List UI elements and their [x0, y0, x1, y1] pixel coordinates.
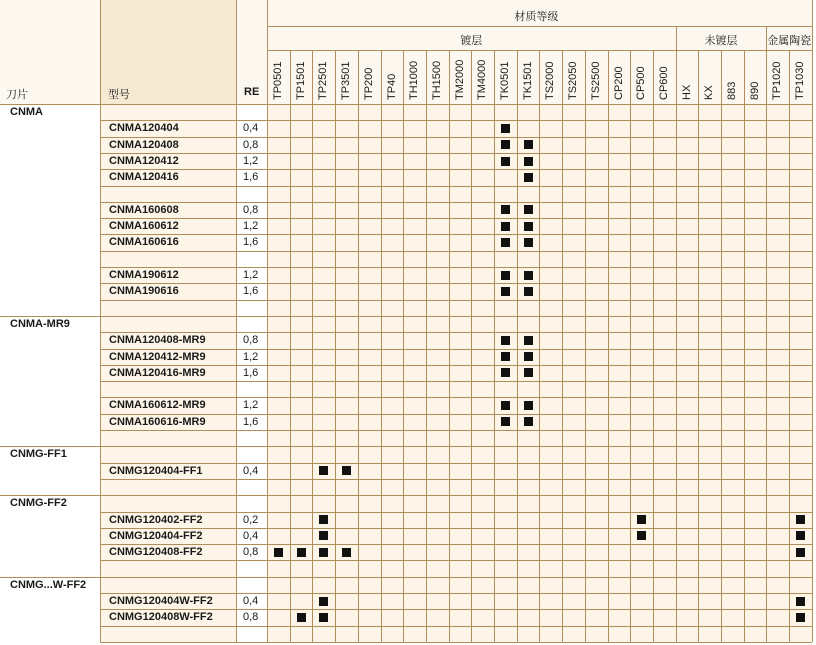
subgroup-label: 镀层 — [460, 35, 483, 47]
model-name: CNMA190616 — [109, 285, 179, 298]
availability-mark — [796, 548, 805, 557]
header-line — [267, 26, 812, 27]
re-value: 1,6 — [243, 366, 259, 379]
table-row — [0, 283, 812, 299]
header-re: RE — [244, 86, 260, 98]
availability-mark — [274, 548, 283, 557]
grade-header: KX — [703, 85, 716, 100]
model-name: CNMG120404W-FF2 — [109, 595, 213, 607]
re-value: 1,2 — [243, 220, 259, 233]
availability-mark — [524, 336, 533, 345]
model-name: CNMG120404-FF2 — [109, 529, 203, 542]
model-name: CNMA120412-MR9 — [109, 350, 206, 363]
group-name: CNMA — [10, 106, 43, 118]
availability-mark — [501, 157, 510, 166]
availability-mark — [524, 238, 533, 247]
re-value: 0,4 — [243, 529, 259, 542]
table-row — [0, 202, 812, 218]
availability-mark — [501, 352, 510, 361]
availability-mark — [319, 613, 328, 622]
table-row — [0, 544, 812, 560]
grade-header: TP3501 — [340, 61, 353, 100]
model-name: CNMA120412 — [109, 154, 179, 167]
row-line — [100, 642, 812, 643]
re-value: 0,2 — [243, 513, 259, 526]
grade-header: HX — [680, 84, 693, 100]
re-value: 1,2 — [243, 350, 259, 363]
availability-mark — [297, 548, 306, 557]
availability-mark — [319, 515, 328, 524]
availability-mark — [524, 173, 533, 182]
grade-header: TS2500 — [589, 61, 602, 100]
re-value: 0,4 — [243, 122, 259, 135]
availability-mark — [524, 287, 533, 296]
re-value: 1,2 — [243, 399, 259, 412]
group-name: CNMA-MR9 — [10, 317, 70, 330]
table-row — [0, 218, 812, 234]
table-row — [0, 479, 812, 495]
table-row — [0, 169, 812, 185]
table-row — [0, 234, 812, 250]
table-row — [0, 300, 812, 316]
model-name: CNMG120404-FF1 — [109, 464, 203, 477]
availability-mark — [319, 466, 328, 475]
table-row — [0, 414, 812, 430]
availability-mark — [501, 336, 510, 345]
model-name: CNMG120408W-FF2 — [109, 611, 213, 624]
grade-header: TP1030 — [794, 61, 807, 100]
re-value: 1,6 — [243, 236, 259, 249]
availability-mark — [501, 417, 510, 426]
re-value: 0,8 — [243, 138, 259, 151]
availability-mark — [524, 205, 533, 214]
table-row — [0, 593, 812, 609]
re-value: 1,6 — [243, 285, 259, 298]
grade-header: TM2000 — [453, 59, 466, 100]
table-row — [0, 267, 812, 283]
availability-mark — [524, 352, 533, 361]
model-name: CNMA160612-MR9 — [109, 399, 206, 412]
table-row — [0, 120, 812, 136]
availability-mark — [524, 417, 533, 426]
grade-header: CP200 — [612, 66, 625, 100]
grade-header: TP1501 — [294, 61, 307, 100]
table-row — [0, 626, 812, 642]
availability-mark — [524, 222, 533, 231]
grade-header: 890 — [748, 81, 761, 100]
table-row — [0, 463, 812, 479]
header-material-grade: 材质等级 — [514, 11, 559, 23]
model-name: CNMA120408-MR9 — [109, 334, 206, 347]
availability-mark — [319, 531, 328, 540]
re-value: 1,6 — [243, 415, 259, 428]
grade-header: TP2501 — [317, 61, 330, 100]
subgroup-divider — [676, 26, 677, 50]
model-name: CNMA120416-MR9 — [109, 366, 206, 379]
availability-mark — [524, 271, 533, 280]
availability-mark — [319, 597, 328, 606]
grade-header: TH1000 — [408, 60, 421, 100]
table-row — [0, 251, 812, 267]
grade-header: TK1501 — [521, 61, 534, 100]
re-value: 0,8 — [243, 611, 259, 624]
availability-mark — [501, 401, 510, 410]
availability-mark — [524, 401, 533, 410]
table-row — [0, 528, 812, 544]
re-value: 1,2 — [243, 269, 259, 281]
model-name: CNMA190612 — [109, 269, 179, 281]
re-value: 0,8 — [243, 203, 259, 216]
table-row — [0, 560, 812, 576]
model-name: CNMA160616-MR9 — [109, 415, 206, 428]
model-name: CNMA160616 — [109, 236, 179, 249]
grade-header: TS2000 — [544, 61, 557, 100]
table-row — [0, 495, 812, 511]
grade-header: TM4000 — [476, 59, 489, 100]
subgroup-label: 金属陶瓷 — [767, 35, 812, 47]
grade-header: CP500 — [635, 66, 648, 100]
table-row — [0, 577, 812, 593]
grade-header: TP0501 — [272, 61, 284, 100]
model-name: CNMA120404 — [109, 122, 179, 135]
model-name: CNMA160612 — [109, 220, 179, 233]
availability-mark — [319, 548, 328, 557]
table-row — [0, 365, 812, 381]
availability-mark — [637, 531, 646, 540]
table-row — [0, 446, 812, 462]
group-name: CNMG-FF1 — [10, 448, 67, 461]
subgroup-label: 未镀层 — [704, 35, 738, 47]
availability-mark — [796, 597, 805, 606]
group-name: CNMG...W-FF2 — [10, 578, 87, 591]
grade-header: 883 — [726, 81, 738, 100]
availability-mark — [501, 124, 510, 133]
group-name: CNMG-FF2 — [10, 497, 67, 510]
grade-header: TP200 — [362, 67, 375, 100]
availability-mark — [342, 466, 351, 475]
header-model: 型号 — [108, 89, 130, 101]
table-row — [0, 137, 812, 153]
availability-mark — [501, 271, 510, 280]
table-row — [0, 104, 812, 120]
availability-mark — [501, 368, 510, 377]
model-name: CNMG120408-FF2 — [109, 546, 203, 559]
availability-mark — [524, 157, 533, 166]
availability-mark — [524, 140, 533, 149]
availability-mark — [501, 140, 510, 149]
model-name: CNMA160608 — [109, 203, 179, 216]
re-value: 0,4 — [243, 595, 259, 607]
grade-header: TK0501 — [499, 61, 511, 100]
availability-mark — [796, 515, 805, 524]
grade-header: TP1020 — [771, 61, 784, 100]
availability-mark — [342, 548, 351, 557]
availability-mark — [501, 238, 510, 247]
column-line — [812, 0, 813, 642]
table-row — [0, 349, 812, 365]
re-value: 0,8 — [243, 546, 259, 559]
availability-mark — [796, 531, 805, 540]
grade-header: CP600 — [657, 66, 670, 100]
availability-mark — [524, 368, 533, 377]
table-row — [0, 186, 812, 202]
grade-header: TP40 — [385, 73, 398, 100]
re-value: 0,4 — [243, 464, 259, 477]
availability-mark — [637, 515, 646, 524]
re-value: 1,2 — [243, 154, 259, 167]
header-blade: 刀片 — [6, 89, 28, 101]
availability-mark — [501, 205, 510, 214]
re-value: 1,6 — [243, 171, 259, 184]
availability-mark — [796, 613, 805, 622]
grade-header: TH1500 — [430, 60, 443, 100]
table-row — [0, 332, 812, 348]
model-name: CNMA120416 — [109, 171, 179, 184]
table-row — [0, 153, 812, 169]
model-name: CNMG120402-FF2 — [109, 513, 203, 526]
availability-mark — [501, 287, 510, 296]
table-row — [0, 512, 812, 528]
availability-mark — [501, 222, 510, 231]
grade-header: TS2050 — [567, 61, 580, 100]
re-value: 0,8 — [243, 334, 259, 347]
table-row — [0, 316, 812, 332]
table-row — [0, 609, 812, 625]
table-row — [0, 430, 812, 446]
table-row — [0, 381, 812, 397]
availability-mark — [297, 613, 306, 622]
table-row — [0, 397, 812, 413]
model-name: CNMA120408 — [109, 138, 179, 151]
